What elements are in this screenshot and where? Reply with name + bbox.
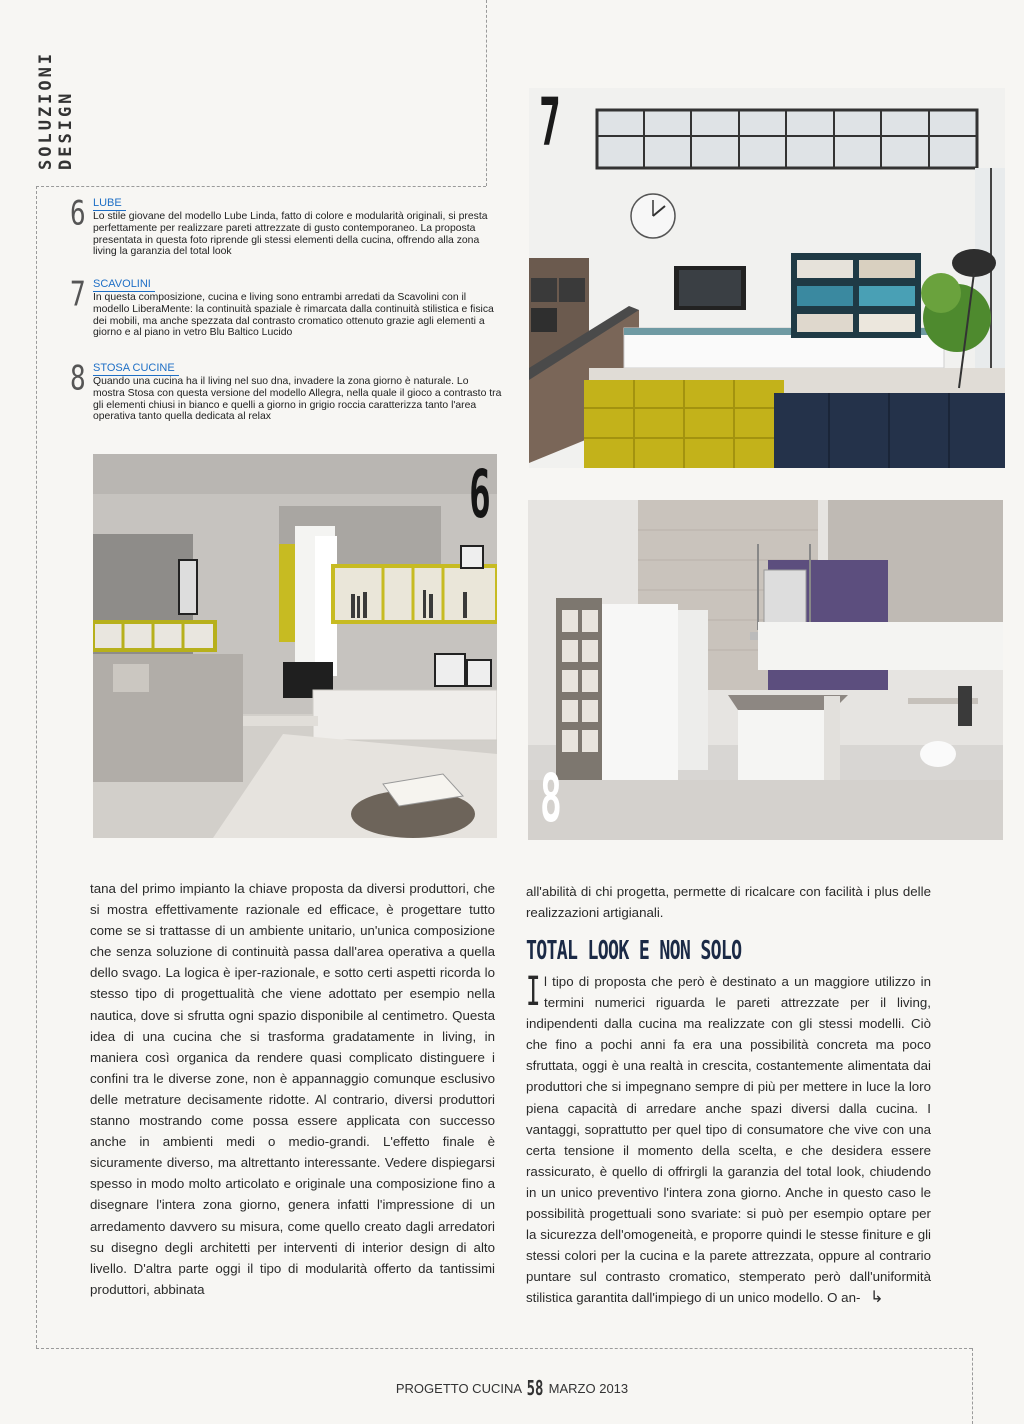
section-heading: TOTAL LOOK E NON SOLO (526, 936, 742, 966)
frame-line-left (36, 186, 37, 1348)
caption-text: Quando una cucina ha il living nel suo dna, invadere la zona giorno è naturale. Lo mostra Stosa con questa versione del modello Allegra, nella quale il gioco a contrasto tra gli elementi chiusi in bianco e quelli a giorno in grigio roccia caratterizza tanto l'area operativa tanto quella dedicata al relax (93, 376, 502, 423)
body-column-right (526, 971, 931, 1309)
frame-line-bottom (36, 1348, 972, 1349)
caption-8 (70, 359, 502, 432)
caption-7 (70, 275, 500, 348)
photo-lube (93, 454, 497, 838)
photo-stosa-image (528, 500, 1003, 840)
caption-number: 6 (70, 194, 86, 234)
photo-lube-image (93, 454, 497, 838)
photo-scavolini-image (529, 88, 1005, 468)
photo-number-6: 6 (469, 456, 491, 533)
body-text-right-intro: all'abilità di chi progetta, permette di ricalcare con facilità i plus delle realizzazioni artigianali. (526, 884, 931, 921)
caption-number: 7 (70, 275, 86, 315)
footer-magazine: PROGETTO CUCINA (395, 1381, 522, 1396)
body-text-left: tana del primo impianto la chiave proposta da diversi produttori, che si mostra effettivamente razionale ed efficace, è progettare tutto come se si trattasse di un ambiente unitario, un'unica composizione che senza soluzione di continuità passa dall'area operativa a quella dello svago. La logica è iper-razionale, e sotto certi aspetti ricorda lo stesso tipo di progettualità che viene adottato per esempio nella nautica, dove si sfrutta ogni spazio disponibile al centimetro. Questa idea di una cucina che si trasforma gradatamente in living, in maniera così organica da rendere quasi complicato distinguere i confini tra le diverse zone, non è appannaggio comunque esclusivo delle metrature decisamente ridotte. Al contrario, diversi produttori stanno mostrando come possa essere applicata con successo anche in ambienti medi o medio-grandi. L'effetto finale è sicuramente diverso, ma altrettanto interessante. Vedere dispiegarsi spesso in modo molto articolato e originale una composizione fino a disegnare l'intera zona giorno, genera infatti l'impressione di un arredamento davvero su misura, come quello creato dagli arredatori su disegno degli architetti per interventi di interior design di alto livello. D'altra parte oggi il tipo di modularità offerto da tantissimi produttori, abbinata (90, 881, 495, 1297)
caption-number: 8 (70, 359, 86, 399)
caption-text: Lo stile giovane del modello Lube Linda, fatto di colore e modularità originali, si presta perfettamente per realizzare pareti attrezzate di gusto contemporaneo. La proposta presentata in questa foto riprende gli stessi elementi della cucina, offrendo alla zona living la garanzia del total look (93, 211, 488, 258)
page-number: 58 (526, 1376, 544, 1400)
page-footer (0, 1376, 1024, 1400)
photo-stosa (528, 500, 1003, 840)
photo-number-7: 7 (539, 88, 561, 161)
footer-issue: MARZO 2013 (548, 1381, 629, 1396)
caption-text: In questa composizione, cucina e living sono entrambi arredati da Scavolini con il modello LiberaMente: la continuità spaziale è rimarcata dalla continuità stilistica e fisica dei mobili, ma anche spezzata dal contrasto cromatico ottenuto grazie agli elementi a giorno e al piano in vetro Blu Baltico Lucido (93, 292, 494, 339)
caption-brand: SCAVOLINI (93, 278, 155, 292)
photo-number-8: 8 (540, 760, 562, 837)
drop-cap: I (526, 969, 541, 1015)
continue-arrow-icon: ↳ (870, 1289, 884, 1307)
body-text-right: l tipo di proposta che però è destinato a un maggiore utilizzo in termini numerici riguarda le pareti attrezzate per il living, indipendenti dalla cucina ma realizzate con gli stessi modelli. Ciò che fino a pochi anni fa era una possibilità concreta ma poco sfruttata, oggi è una realtà in crescita, costantemente alimentata dai produttori che si impegnano sempre di più per mettere in luce la loro piena capacità di arredare anche spazi diversi dalla cucina. I vantaggi, soprattutto per quel tipo di consumatore che vive con una certa tensione il momento della scelta, e che desidera essere rassicurato, è quello di offrirgli la garanzia del total look, chiudendo in un unico preventivo l'intera zona giorno. Anche in questo caso le possibilità progettuali sono svariate: si può per esempio optare per la sicurezza dell'omogeneità, e proporre quindi le stesse finiture e gli stessi colori per la cucina e la parete attrezzata, oppure al contrario puntare sul contrasto cromatico, stemperato però dall'uniformità stilistica garantita dall'impiego di un unico modello. O an- (526, 974, 931, 1306)
frame-line-upper (486, 0, 487, 186)
section-label: SOLUZIONI DESIGN (36, 50, 76, 170)
caption-6 (70, 194, 500, 267)
body-column-left (90, 878, 495, 1300)
frame-line-top (36, 186, 486, 187)
caption-brand: LUBE (93, 197, 126, 211)
photo-scavolini (529, 88, 1005, 468)
body-intro-right (526, 881, 931, 923)
caption-brand: STOSA CUCINE (93, 362, 179, 376)
